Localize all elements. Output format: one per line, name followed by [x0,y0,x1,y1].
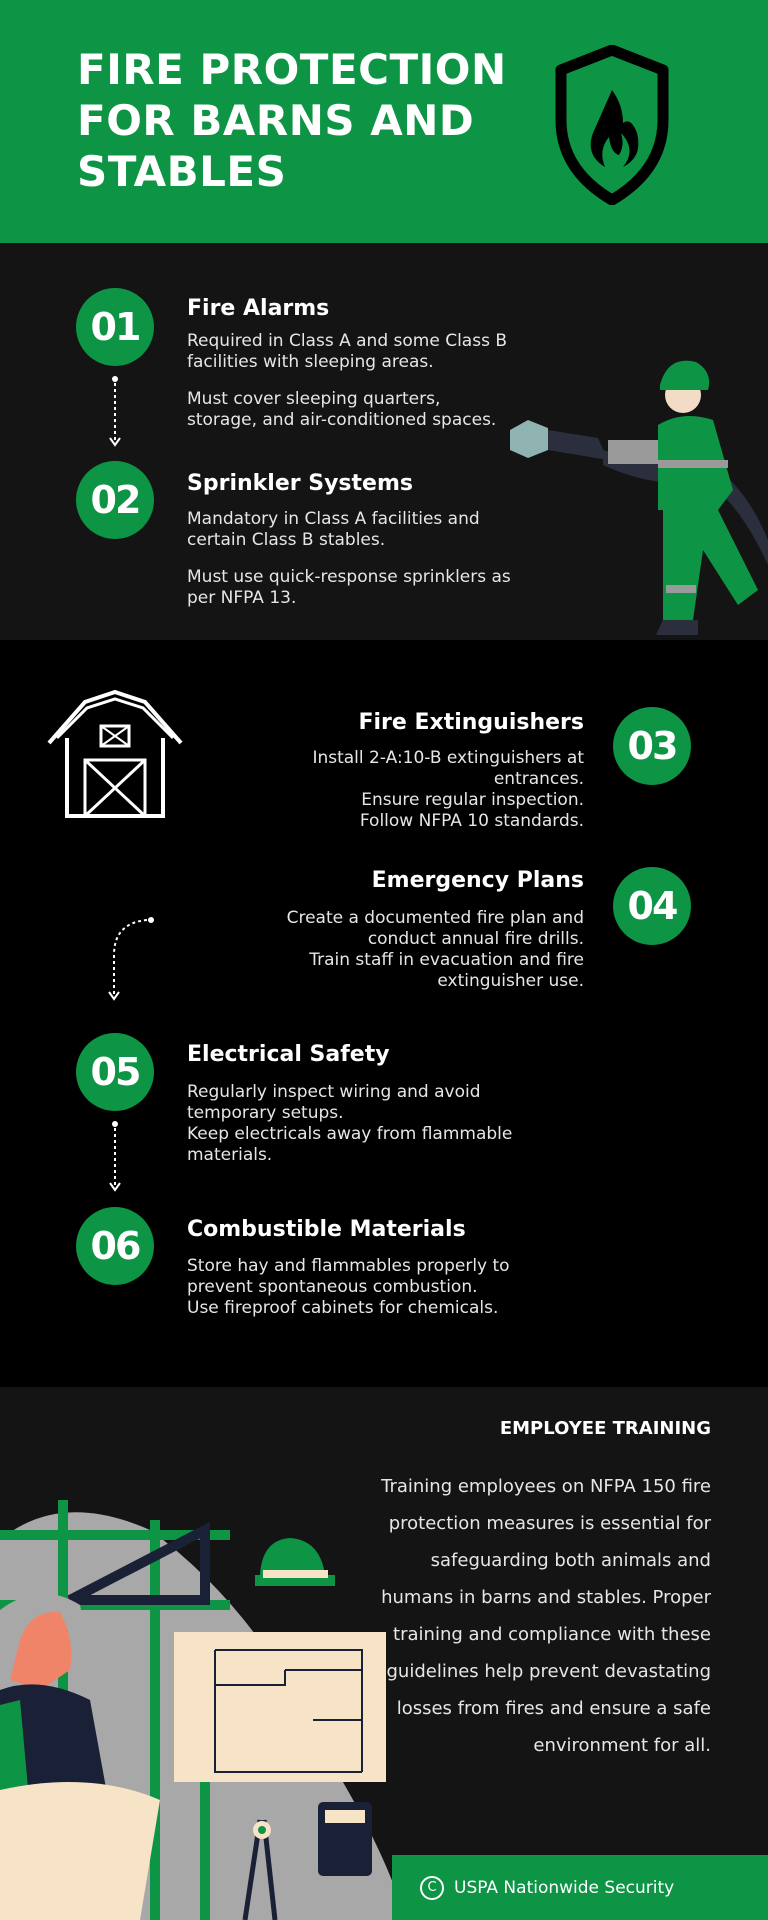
item-title: Sprinkler Systems [187,471,413,496]
item-body: Store hay and flammables properly to prevent spontaneous combustion. [187,1256,510,1297]
firefighter-illustration [508,350,768,640]
item-body: Mandatory in Class A facilities and certain Class B stables. [187,509,480,550]
item-body: Keep electricals away from flammable materials. [187,1124,513,1165]
curved-dotted-arrow-icon [104,915,156,1005]
copyright-icon: C [420,1876,444,1900]
item-body: Install 2-A:10-B extinguishers at entrances. [312,748,584,789]
item-body: Train staff in evacuation and fire extinguisher use. [309,950,584,991]
item-body: Required in Class A and some Class B facilities with sleeping areas. [187,331,507,372]
item-title: Electrical Safety [187,1042,390,1067]
item-title: Fire Extinguishers [358,710,584,735]
item-body: Ensure regular inspection. [361,790,584,810]
dotted-arrow-icon [105,375,125,450]
item-title: Fire Alarms [187,296,330,321]
step-number-02: 02 [76,461,154,539]
item-body: Regularly inspect wiring and avoid temporary setups. [187,1082,481,1123]
barn-icon [45,688,185,820]
footer-text: USPA Nationwide Security [454,1877,675,1898]
item-body: Must use quick-response sprinklers as per NFPA 13. [187,567,511,608]
step-number-06: 06 [76,1207,154,1285]
item-body: Create a documented fire plan and conduct annual fire drills. [286,908,584,949]
step-number-04: 04 [613,867,691,945]
item-body: Follow NFPA 10 standards. [359,811,584,831]
item-body: Use fireproof cabinets for chemicals. [187,1298,499,1318]
step-number-05: 05 [76,1033,154,1111]
dotted-arrow-icon [105,1120,125,1195]
engineer-illustration [0,1500,400,1920]
item-title: Combustible Materials [187,1217,466,1242]
footer-bar [392,1855,768,1920]
step-number-01: 01 [76,288,154,366]
item-body: Must cover sleeping quarters, storage, and air-conditioned spaces. [187,389,497,430]
training-heading: EMPLOYEE TRAINING [499,1418,711,1439]
step-number-03: 03 [613,707,691,785]
item-title: Emergency Plans [371,868,584,893]
training-body: Training employees on NFPA 150 fire protection measures is essential for safeguarding both animals and humans in barns and stables. Proper training and compliance with these guidelines help prevent devastating losses from fires and ensure a safe environment for all. [381,1476,711,1756]
page-title: FIRE PROTECTION FOR BARNS AND STABLES [77,45,507,196]
shield-fire-icon [553,45,671,205]
